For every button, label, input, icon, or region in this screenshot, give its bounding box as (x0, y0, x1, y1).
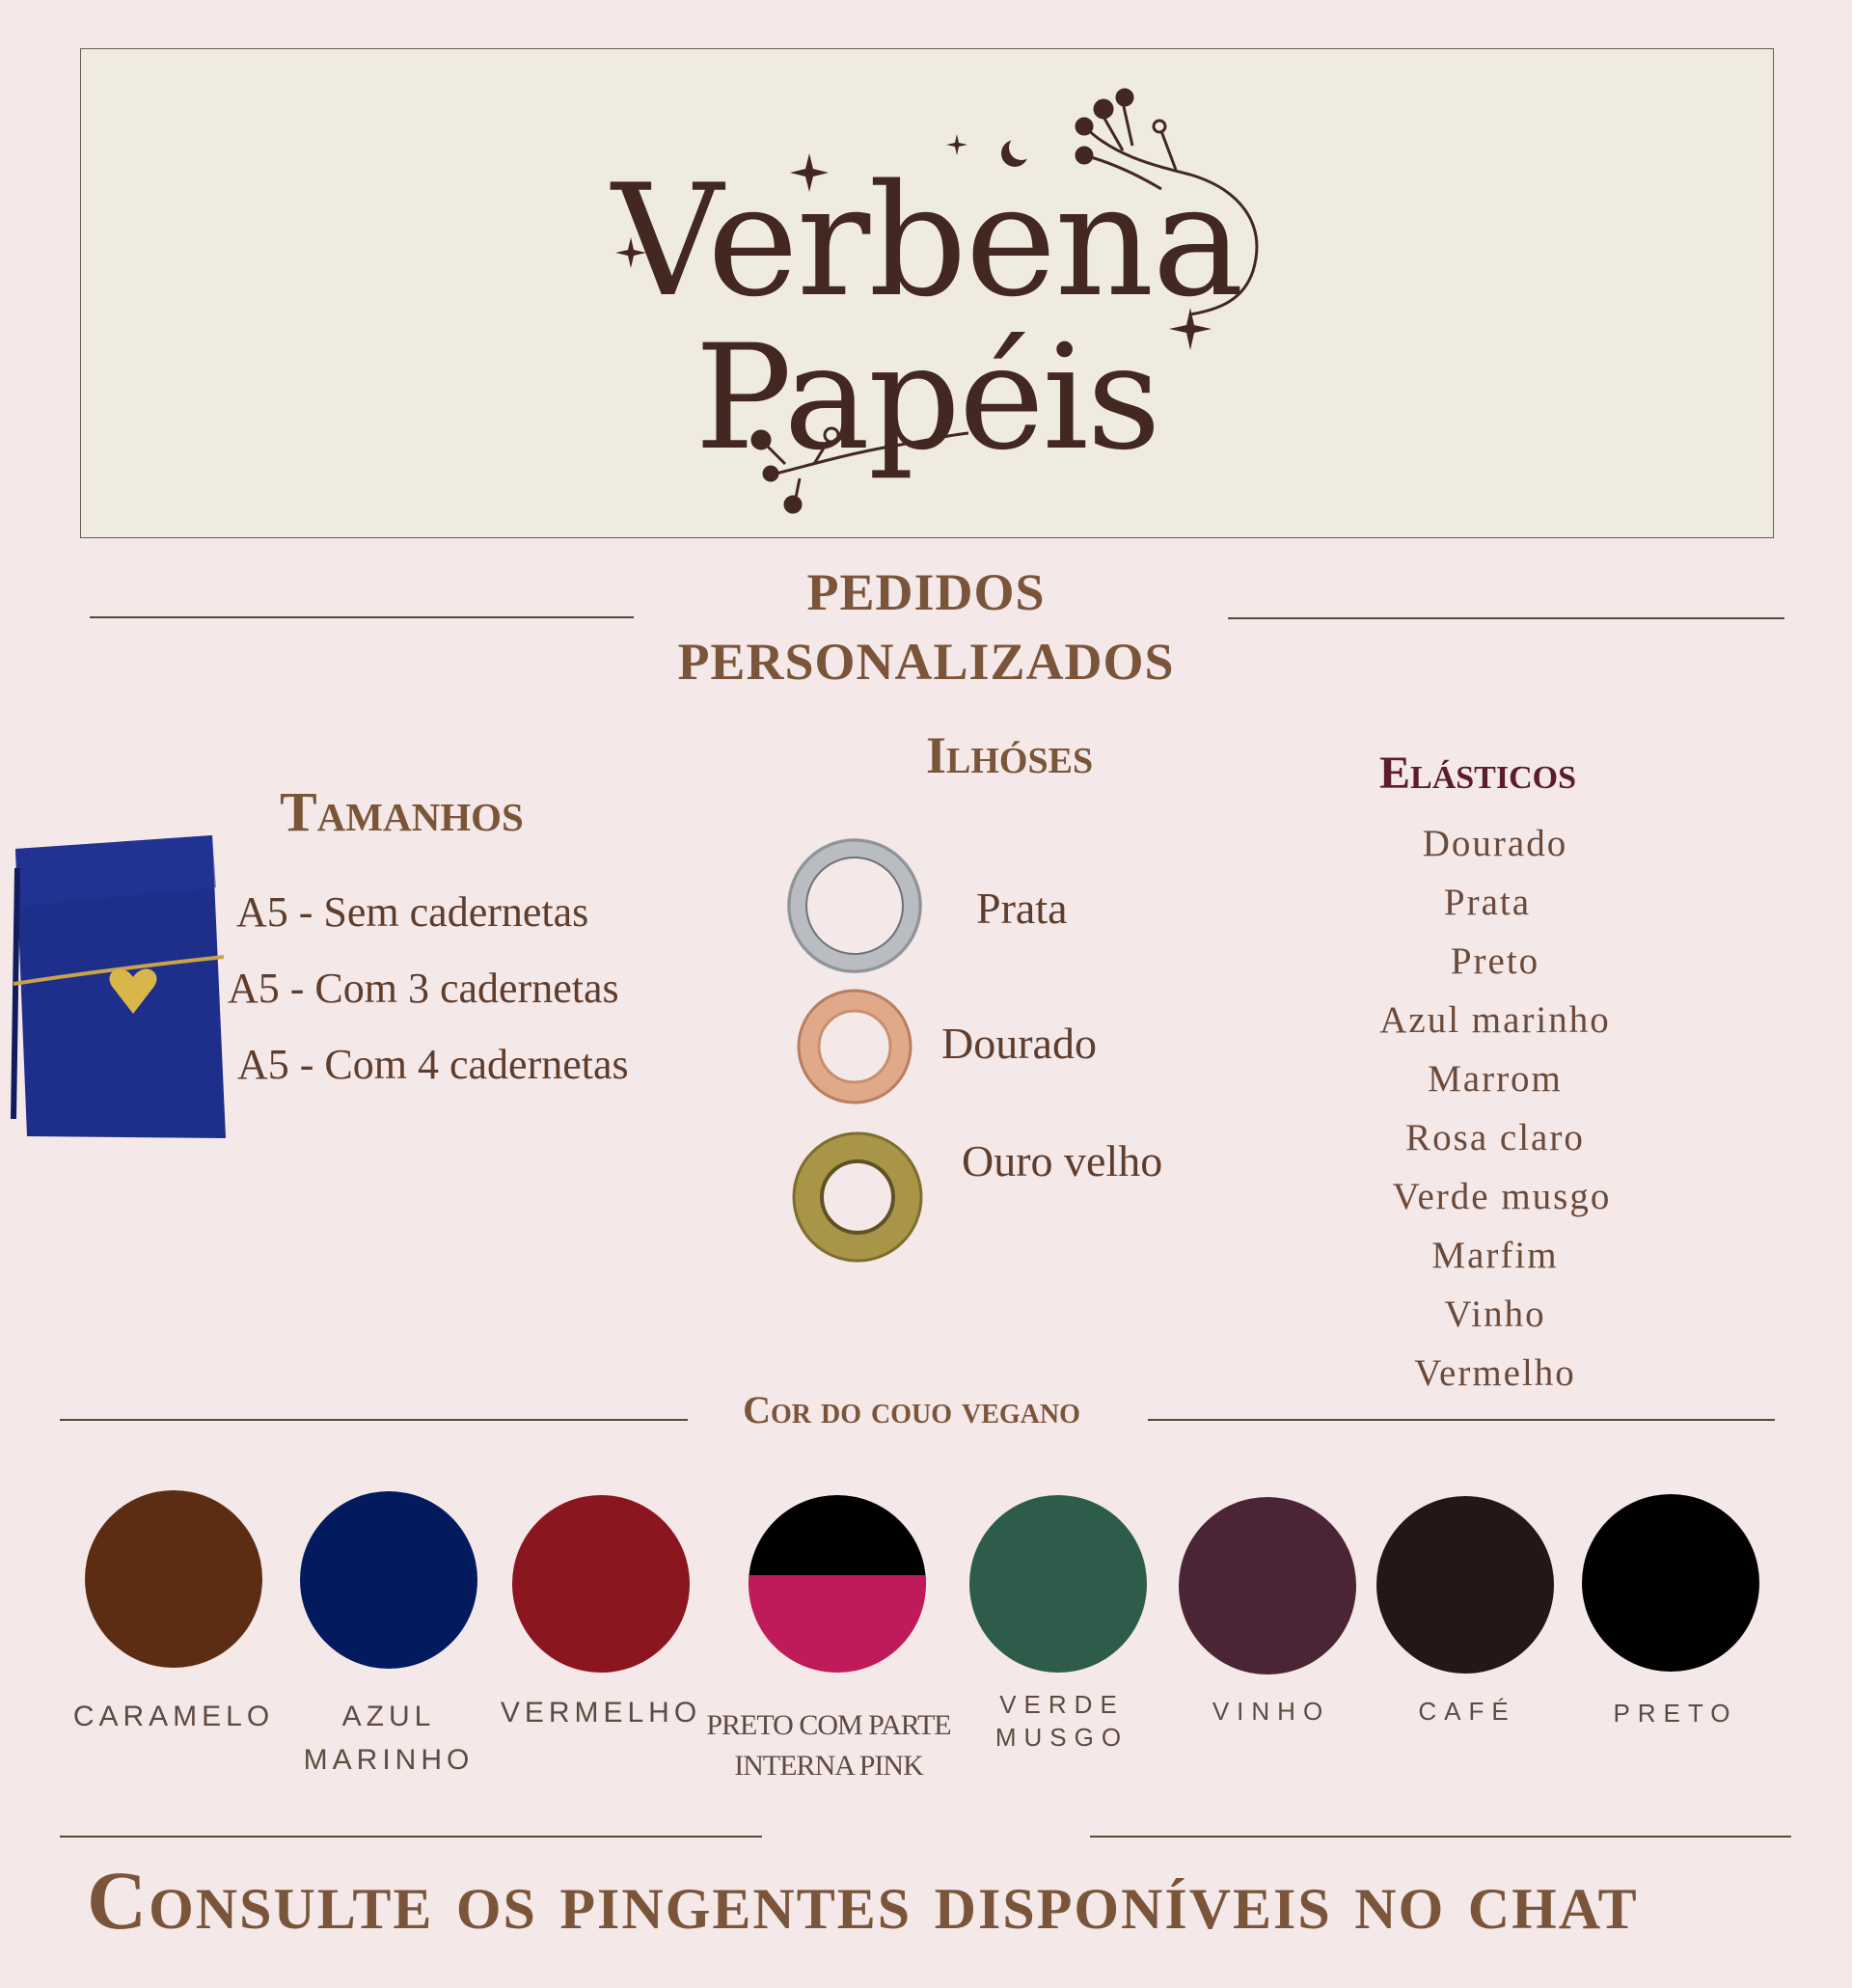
elastic-option: Marrom (1428, 1058, 1563, 1100)
brand-name-line-2: Papéis (694, 314, 1159, 482)
elastic-option: Azul marinho (1379, 999, 1611, 1041)
swatch-vinho (1179, 1497, 1356, 1675)
leather-title: Cor do couo vegano (743, 1388, 1080, 1431)
swatch-cafe (1376, 1496, 1554, 1674)
elastic-option: Dourado (1422, 823, 1568, 864)
divider-line (60, 1836, 762, 1838)
divider-line (90, 616, 634, 618)
swatch-label: VERMELHO (500, 1697, 702, 1729)
swatch-caramelo (85, 1490, 262, 1668)
swatch-vermelho (512, 1495, 690, 1673)
eyelet-gold-icon (795, 987, 914, 1106)
size-option: A5 - Com 3 cadernetas (228, 965, 619, 1012)
swatch-label: CARAMELO (72, 1701, 275, 1732)
swatch-preto (1582, 1494, 1759, 1672)
elastic-option: Rosa claro (1405, 1117, 1585, 1158)
swatch-label: VERDE MUSGO (994, 1690, 1130, 1752)
swatch-preto-pink (743, 1490, 936, 1681)
section-title: PEDIDOS PERSONALIZADOS (677, 563, 1175, 691)
elastic-option: Preto (1450, 940, 1540, 982)
elastic-option: Prata (1443, 882, 1532, 923)
eyelet-silver-icon (786, 837, 923, 974)
eyelets-title: Ilhóses (926, 726, 1094, 784)
eyelet-old-gold-icon (791, 1130, 924, 1264)
eyelet-option: Prata (976, 884, 1068, 933)
divider-line (1228, 617, 1784, 619)
swatch-label: CAFÉ (1418, 1697, 1516, 1726)
brand-name-line-1: Verbena (612, 150, 1242, 331)
swatch-label: PRETO COM PARTE INTERNA PINK (706, 1709, 951, 1782)
swatch-label: PRETO (1613, 1699, 1738, 1728)
swatch-label: VINHO (1212, 1697, 1331, 1726)
size-option: A5 - Com 4 cadernetas (237, 1041, 629, 1088)
leather-swatches (0, 1476, 1852, 1688)
elastic-option: Verde musgo (1392, 1176, 1612, 1217)
divider-line (1148, 1419, 1775, 1421)
sizes-title: Tamanhos (280, 780, 524, 843)
eyelet-option: Ouro velho (962, 1136, 1163, 1185)
notebook-image (8, 830, 232, 1138)
swatch-label: AZUL MARINHO (303, 1701, 475, 1776)
footer-message: Consulte os pingentes disponíveis no chat (87, 1854, 1639, 1947)
eyelet-option: Dourado (941, 1019, 1097, 1068)
elastic-option: Vermelho (1414, 1352, 1576, 1394)
swatch-verde-musgo (969, 1495, 1147, 1673)
elastic-option: Vinho (1444, 1294, 1546, 1335)
swatch-azul-marinho (300, 1491, 477, 1669)
size-option: A5 - Sem cadernetas (236, 888, 589, 936)
divider-line (1090, 1836, 1791, 1838)
brand-banner (80, 48, 1774, 538)
elastic-option: Marfim (1431, 1235, 1559, 1276)
elastics-title: Elásticos (1379, 748, 1576, 799)
divider-line (60, 1419, 688, 1421)
